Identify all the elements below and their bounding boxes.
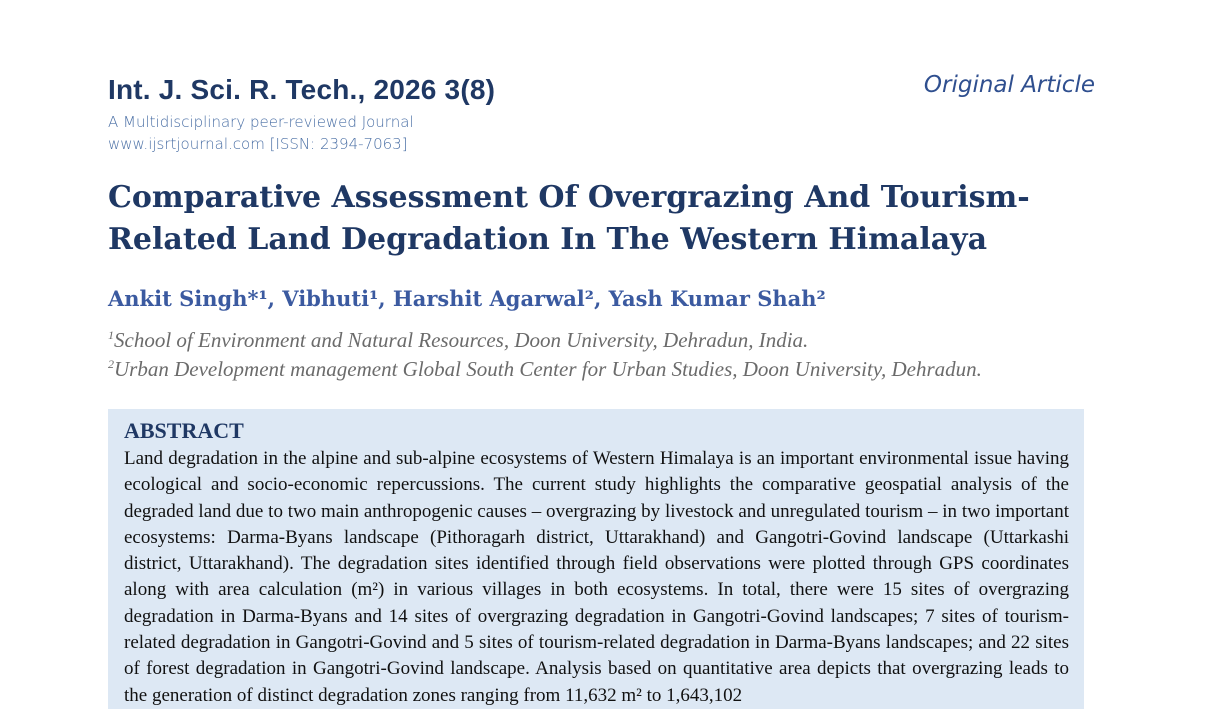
affiliation-2-marker: 2 [108, 357, 114, 371]
journal-tagline: A Multidisciplinary peer-reviewed Journal [108, 113, 414, 131]
affiliation-2 [108, 357, 982, 382]
article-type-label: Original Article [923, 72, 1095, 98]
affiliation-1 [108, 328, 808, 353]
abstract-heading: ABSTRACT [124, 418, 244, 443]
journal-website[interactable]: www.ijsrtjournal.com [ISSN: 2394-7063] [108, 135, 408, 153]
paper-title: Comparative Assessment Of Overgrazing And Tourism-Related Land Degradation In The Western Himalaya [108, 180, 1030, 257]
affiliation-1-marker: 1 [108, 328, 114, 342]
abstract-body: Land degradation in the alpine and sub-alpine ecosystems of Western Himalaya is an important environmental issue having ecological and socio-economic repercussions. The current study highlights the comparative geospatial analysis of the degraded land due to two main anthropogenic causes – overgrazing by livestock and unregulated tourism – in two important ecosystems: Darma-Byans landscape (Pithoragarh district, Uttarakhand) and Gangotri-Govind landscape (Uttarkashi district, Uttarakhand). The degradation sites identified through field observations were plotted through GPS coordinates along with area calculation (m²) in various villages in both ecosystems. In total, there were 15 sites of overgrazing degradation in Darma-Byans and 14 sites of overgrazing degradation in Gangotri-Govind landscapes; 7 sites of tourism-related degradation in Gangotri-Govind and 5 sites of tourism-related degradation in Darma-Byans landscapes; and 22 sites of forest degradation in Gangotri-Govind landscape. Analysis based on quantitative area depicts that overgrazing leads to the generation of distinct degradation zones ranging from 11,632 m² to 1,643,102 [124, 448, 1069, 706]
author-list: Ankit Singh*¹, Vibhuti¹, Harshit Agarwal², Yash Kumar Shah² [108, 286, 826, 311]
abstract-section [108, 409, 1084, 709]
affiliation-2-text: Urban Development management Global South Center for Urban Studies, Doon University, Dehradun. [114, 357, 982, 381]
affiliation-1-text: School of Environment and Natural Resources, Doon University, Dehradun, India. [114, 328, 809, 352]
journal-title: Int. J. Sci. R. Tech., 2026 3(8) [108, 74, 496, 105]
